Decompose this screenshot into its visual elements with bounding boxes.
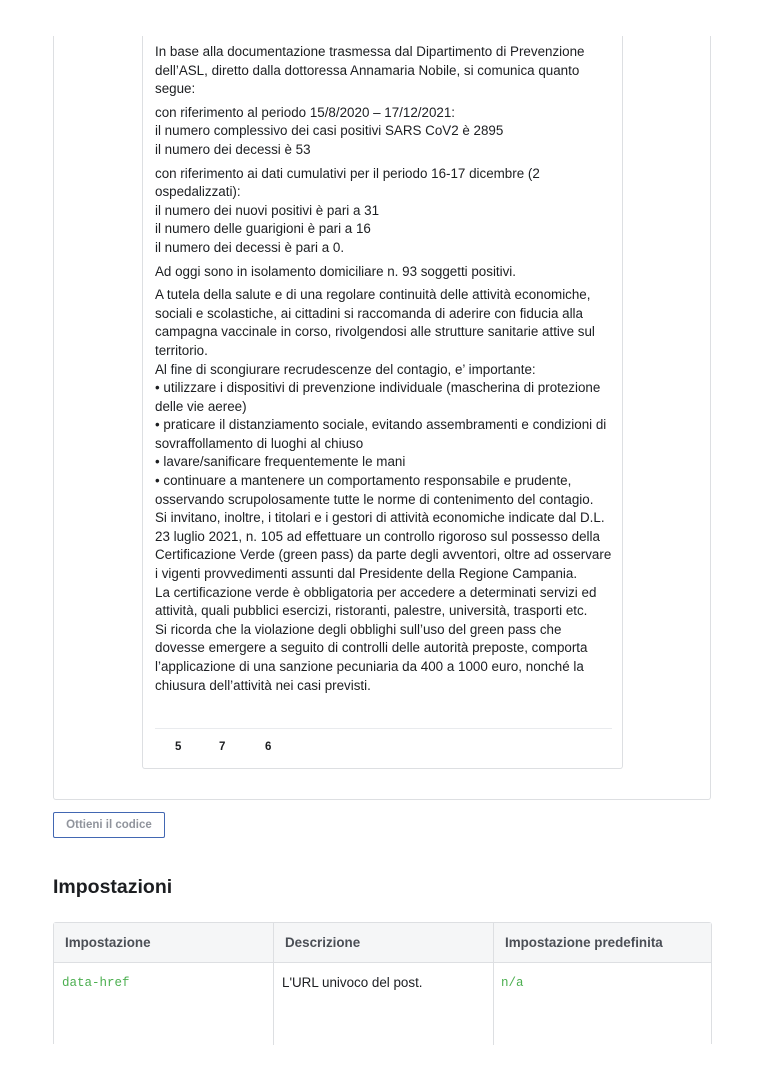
post-text xyxy=(155,43,615,700)
column-header-default: Impostazione predefinita xyxy=(505,935,663,950)
get-code-button[interactable]: Ottieni il codice xyxy=(53,812,165,838)
column-divider xyxy=(273,923,274,1045)
column-header-setting: Impostazione xyxy=(65,935,151,950)
post-paragraph: con riferimento al periodo 15/8/2020 – 17/12/2021: il numero complessivo dei casi positivi SARS CoV2 è 2895 il numero dei decessi è 53 xyxy=(155,104,504,157)
settings-section-title: Impostazioni xyxy=(53,876,173,898)
reactions-count[interactable]: 5 xyxy=(175,741,182,753)
shares-count[interactable]: 6 xyxy=(265,741,272,753)
table-header xyxy=(54,923,711,963)
settings-table xyxy=(53,922,712,1044)
post-paragraph: In base alla documentazione trasmessa dal Dipartimento di Prevenzione dell’ASL, diretto dalla dottoressa Annamaria Nobile, si comunica quanto segue: xyxy=(155,44,585,97)
table-cell-default: n/a xyxy=(501,976,524,990)
post-paragraph: Ad oggi sono in isolamento domiciliare n. 93 soggetti positivi. xyxy=(155,263,517,279)
table-cell-description: L'URL univoco del post. xyxy=(282,975,423,990)
embedded-post-card xyxy=(142,36,623,769)
post-paragraph: con riferimento ai dati cumulativi per il periodo 16-17 dicembre (2 ospedalizzati): il numero dei nuovi positivi è pari a 31 il numero delle guarigioni è pari a 16 il numero dei decessi è pari a 0. xyxy=(155,165,540,255)
post-divider xyxy=(155,728,612,729)
column-header-description: Descrizione xyxy=(285,935,361,950)
column-divider xyxy=(493,923,494,1045)
comments-count[interactable]: 7 xyxy=(219,741,226,753)
post-paragraph: A tutela della salute e di una regolare continuità delle attività economiche, sociali e scolastiche, ai cittadini si raccomanda di aderire con fiducia alla campagna vaccinale in corso, rivolgendosi alle strutture sanitarie attive sul territorio. Al fine di scongiurare recrudescenze del contagio, e’ importante: • utilizzare i dispositivi di prevenzione individuale (mascherina di protezione delle vie aeree) • praticare il distanziamento sociale, evitando assembramenti e condizioni di sovraffollamento di luoghi al chiuso • lavare/sanificare frequentemente le mani • continuare a mantenere un comportamento responsabile e prudente, osservando scrupolosamente tutte le norme di contenimento del contagio. Si invitano, inoltre, i titolari e i gestori di attività economiche indicate dal D.L. 23 luglio 2021, n. 105 ad effettuare un controllo rigoroso sul possesso della Certificazione Verde (green pass) da parte degli avventori, oltre ad osservare i vigenti provvedimenti assunti dal Presidente della Regione Campania. La certificazione verde è obbligatoria per accedere a determinati servizi ed attività, quali pubblici esercizi, ristoranti, palestre, università, trasporti etc. Si ricorda che la violazione degli obblighi sull’uso del green pass che dovesse emergere a seguito di controlli delle autorità preposte, comporta l’applicazione di una sanzione pecuniaria da 400 a 1000 euro, nonché la chiusura dell’attività nei casi previsti. xyxy=(155,287,612,693)
table-cell-setting: data-href xyxy=(62,976,130,990)
